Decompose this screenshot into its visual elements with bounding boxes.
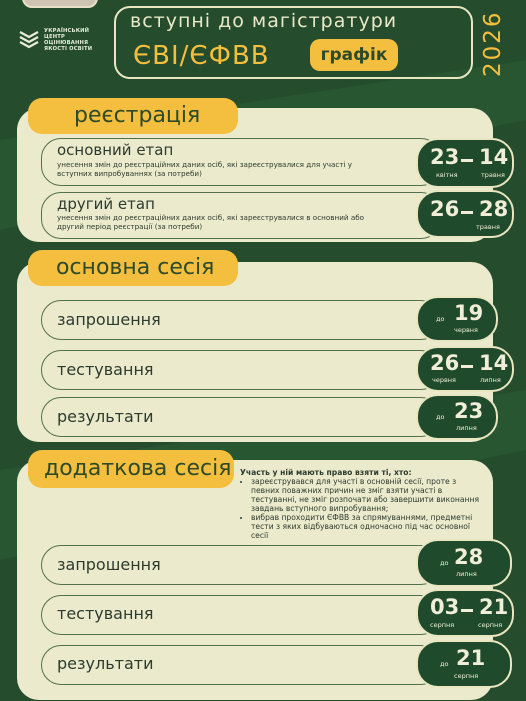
date-from: 26 bbox=[430, 197, 460, 221]
extra-row-invite-label: запрошення bbox=[57, 555, 161, 574]
date-to-month: травня bbox=[481, 171, 505, 179]
extra-row-results-label: результати bbox=[57, 654, 154, 673]
stage-second-desc: унесення змін до реєстраційних даних осіб, які зареєструвалися в основний або другий період реєстрації (за потреби) bbox=[57, 213, 365, 231]
org-line: УКРАЇНСЬКИЙ bbox=[44, 28, 90, 34]
main-row-results-label: результати bbox=[57, 407, 154, 426]
date-from-month: квітня bbox=[436, 171, 458, 179]
extra-invite-date bbox=[416, 539, 512, 587]
date-month: червня bbox=[454, 326, 478, 334]
main-results-date bbox=[416, 394, 498, 440]
date-from: 23 bbox=[430, 145, 460, 169]
date-from: 26 bbox=[430, 351, 460, 375]
main-testing-dates bbox=[416, 346, 514, 392]
date-dash bbox=[461, 211, 473, 214]
date-month: серпня bbox=[454, 672, 479, 680]
note-item: • вибрав проходити ЄФВВ за спрямуваннями, предметні тести з яких відбуваються одночасно під час основної сесії bbox=[251, 513, 486, 540]
date-prefix: до bbox=[440, 660, 449, 668]
main-invite-date bbox=[416, 296, 498, 342]
photo-thumbnail bbox=[22, 0, 98, 8]
date-value: 23 bbox=[454, 399, 484, 423]
date-value: 28 bbox=[454, 545, 484, 569]
date-value: 19 bbox=[454, 301, 484, 325]
date-prefix: до bbox=[436, 413, 445, 421]
stage-main-desc: унесення змін до реєстраційних даних осіб, які зареєструвалися для участі у вступних випробуваннях (за потреби) bbox=[57, 160, 353, 178]
extra-results-date bbox=[416, 640, 512, 688]
extra-session-note bbox=[240, 468, 486, 540]
date-prefix: до bbox=[436, 315, 445, 323]
date-to: 21 bbox=[479, 595, 509, 619]
header-subtitle: вступні до магістратури bbox=[130, 10, 398, 32]
main-row-testing-label: тестування bbox=[57, 360, 154, 379]
org-line: ЦЕНТР bbox=[44, 34, 66, 40]
main-row-invite-label: запрошення bbox=[57, 310, 161, 329]
date-dash bbox=[461, 609, 473, 612]
logo-chevron-icon bbox=[18, 28, 40, 50]
date-from-month: червня bbox=[432, 376, 456, 384]
date-dash bbox=[461, 365, 473, 368]
extra-session-title: додаткова сесія bbox=[28, 450, 234, 488]
date-to: 14 bbox=[479, 351, 509, 375]
date-month: липня bbox=[456, 424, 477, 432]
date-to: 28 bbox=[479, 197, 509, 221]
date-month: травня bbox=[476, 223, 500, 231]
org-line: ОЦІНЮВАННЯ bbox=[44, 40, 89, 46]
main-session-title: основна сесія bbox=[28, 250, 238, 286]
stage-second-dates bbox=[416, 190, 514, 238]
note-title: Участь у ній мають право взяти ті, хто: bbox=[240, 468, 412, 477]
date-to: 14 bbox=[479, 145, 509, 169]
header-main-title: ЄВІ/ЄФВВ bbox=[133, 41, 270, 71]
extra-row-testing-label: тестування bbox=[57, 604, 154, 623]
date-value: 21 bbox=[456, 646, 486, 670]
date-to-month: липня bbox=[480, 376, 501, 384]
date-from: 03 bbox=[430, 595, 460, 619]
stage-main-dates bbox=[416, 138, 514, 188]
note-item: • зареєструвався для участі в основній сесії, проте з певних поважних причин не зміг взяти участі в тестуванні, не зміг розпочати або завершити виконання завдань вступного випробування; bbox=[251, 477, 486, 513]
date-dash bbox=[461, 159, 473, 162]
registration-title: реєстрація bbox=[28, 98, 238, 134]
date-from-month: серпня bbox=[430, 621, 455, 629]
schedule-badge: графік bbox=[310, 39, 398, 71]
stage-second-title: другий етап bbox=[57, 195, 155, 213]
date-prefix: до bbox=[440, 559, 449, 567]
date-to-month: серпня bbox=[478, 621, 503, 629]
ucoo-logo bbox=[18, 28, 92, 52]
extra-testing-dates bbox=[416, 589, 514, 637]
stage-main-title: основний етап bbox=[57, 141, 174, 159]
date-month: липня bbox=[456, 570, 477, 578]
org-line: ЯКОСТІ ОСВІТИ bbox=[44, 46, 93, 52]
year-label: 2026 bbox=[480, 10, 506, 78]
